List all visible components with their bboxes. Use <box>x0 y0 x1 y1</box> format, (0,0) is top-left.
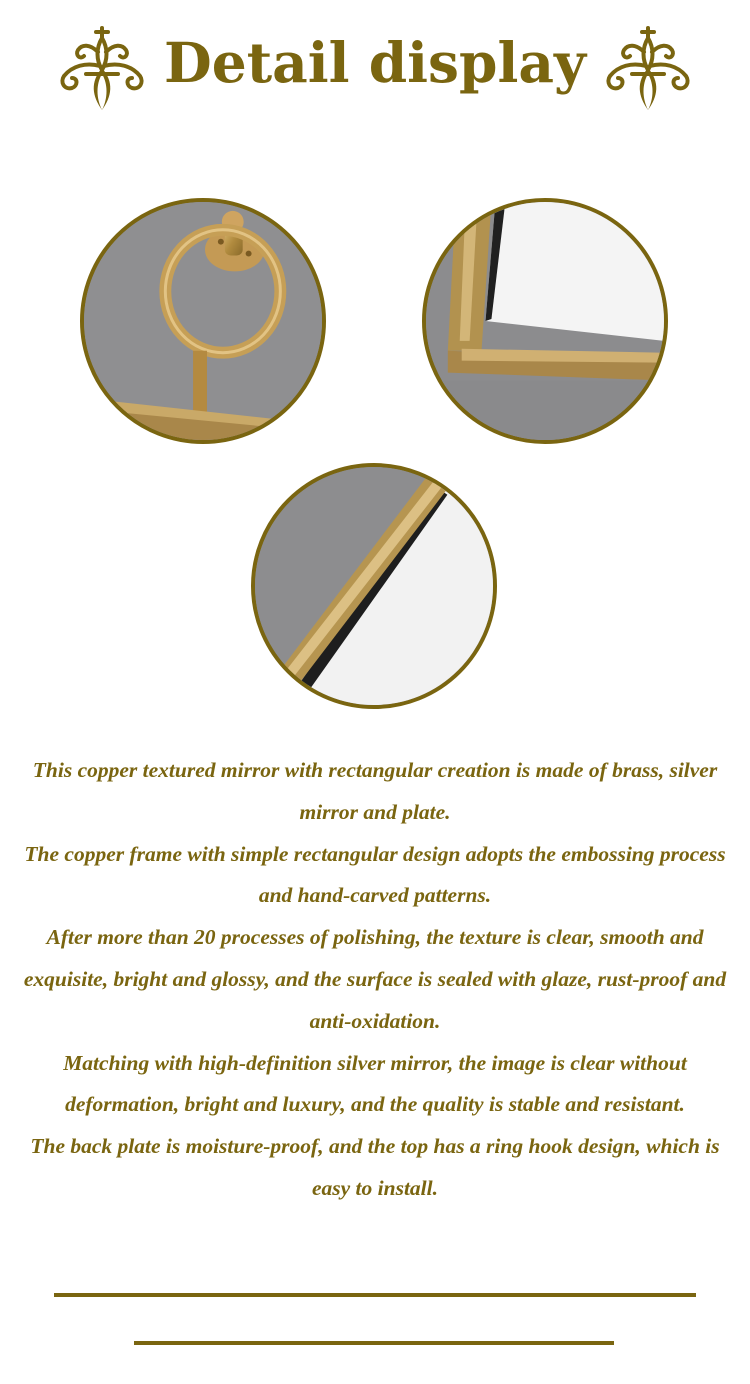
frame-edge-closeup-image <box>251 463 497 709</box>
description-paragraph: The copper frame with simple rectangular design adopts the embossing process and hand-carved patterns. <box>24 841 726 908</box>
divider-line <box>54 1293 696 1297</box>
fleur-de-lis-icon <box>602 22 694 114</box>
description-paragraph: This copper textured mirror with rectangular creation is made of brass, silver mirror and plate. <box>32 758 718 824</box>
frame-corner-closeup-image <box>422 198 668 444</box>
description-paragraph: The back plate is moisture-proof, and the top has a ring hook design, which is easy to install. <box>30 1134 720 1200</box>
ring-hook-closeup-image <box>80 198 326 444</box>
fleur-de-lis-icon <box>56 22 148 114</box>
page-title: Detail display <box>164 30 586 95</box>
divider-line <box>134 1341 614 1345</box>
description-paragraph: After more than 20 processes of polishing, the texture is clear, smooth and exquisite, bright and glossy, and the surface is sealed with glaze, rust-proof and anti-oxidation. <box>23 925 727 1033</box>
description-paragraph: Matching with high-definition silver mirror, the image is clear without deformation, bright and luxury, and the quality is stable and resistant. <box>63 1050 687 1117</box>
header <box>0 18 750 118</box>
product-description <box>10 750 740 1210</box>
